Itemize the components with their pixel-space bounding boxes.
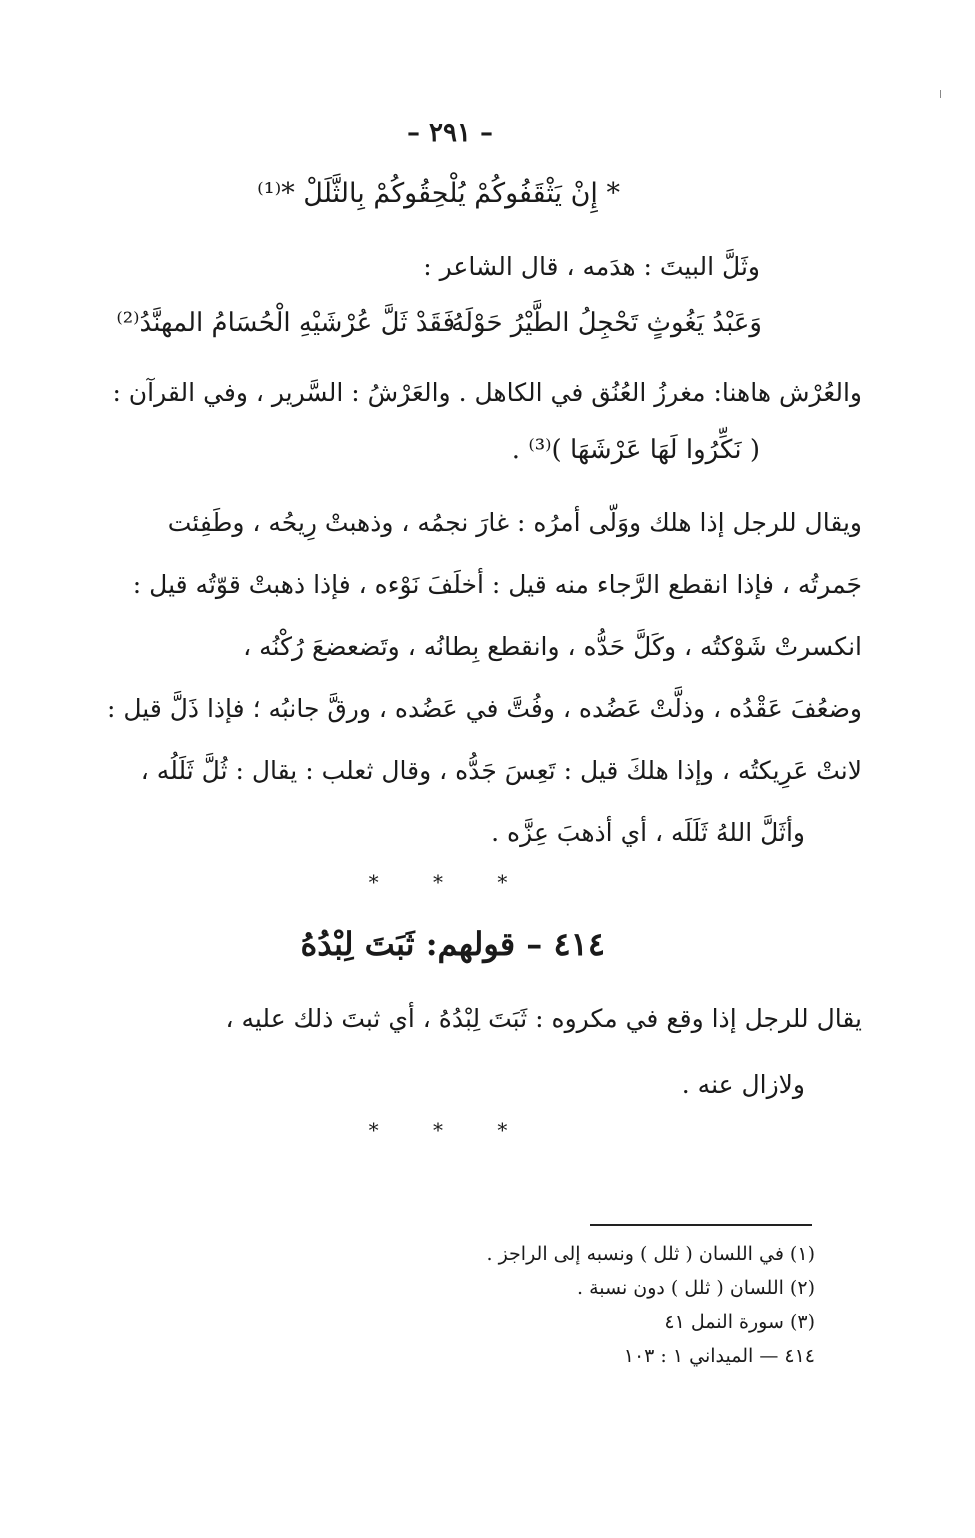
paragraph-line: وضعُفَ عَقْدُه ، وذلَّتْ عَضُده ، وفُتَّ في عَضُده ، ورقَّ جانبُه ؛ فإذا ذَلَّ قيل : (106, 694, 862, 723)
footnote: (١) في اللسان ( ثلل ) ونسبه إلى الراجز . (486, 1243, 815, 1265)
text-line: وثَلَّ البيتَ : هدَمه ، قال الشاعر : (423, 252, 760, 281)
paragraph-line: لانتْ عَرِيكتُه ، وإذا هلكَ قيل : تَعِسَ جَدُّه ، وقال ثعلب : يقال : ثُلَّ ثَلَلُه ، (140, 756, 862, 785)
poem-left-hemistich: فَقَدْ ثَلَّ عُرْشَيْهِ الْحُسَامُ المهنَّدُ⁽²⁾ (116, 308, 455, 338)
paragraph-line: جَمرتُه ، فإذا انقطع الرَّجاء منه قيل : أخلَفَ نَوْءه ، فإذا ذهبتْ قوّتُه قيل : (132, 570, 862, 599)
paragraph-line: ويقال للرجل إذا هلك ووَلّى أمرُه : غارَ نجمُه ، وذهبتْ رِيحُه ، وطَفِئت (167, 508, 862, 537)
poem-right-hemistich: وَعَبْدُ يَغُوثٍ تَحْجِلُ الطَّيْرُ حَوْلَهُ (451, 308, 762, 338)
section-separator: * * * (368, 870, 532, 894)
section-line: ولازال عنه . (681, 1070, 805, 1099)
page-number: – ٢٩١ – (406, 118, 494, 148)
paragraph-line: وأثَلَّ اللهُ ثَلَلَه ، أي أذهبَ عِزَّه . (491, 818, 805, 847)
footnote-divider (590, 1224, 812, 1226)
paragraph-line: انكسرتْ شَوْكتُه ، وكَلَّ حَدُّه ، وانقطع بِطانُه ، وتَضعضعَ رُكْنُه ، (243, 632, 862, 661)
footnote: (٢) اللسان ( ثلل ) دون نسبة . (577, 1277, 815, 1299)
section-separator: * * * (368, 1118, 532, 1142)
footnote: ٤١٤ — الميداني ١ : ١٠٣ (623, 1345, 815, 1367)
verse-quote: * إِنْ يَثْقَفُوكُمْ يُلْحِقُوكُمْ بِالثَّلَلْ *⁽¹⁾ (257, 178, 620, 209)
quran-quote: ( نَكِّرُوا لَهَا عَرْشَهَا )⁽³⁾ . (511, 435, 760, 465)
scan-mark (940, 90, 941, 98)
section-line: يقال للرجل إذا وقع في مكروه : ثَبَتَ لِبْدُهُ ، أي ثبتَ ذلك عليه ، (225, 1004, 862, 1033)
footnote: (٣) سورة النمل ٤١ (664, 1311, 815, 1333)
text-line: والعُرْش هاهنا: مغرزُ العُنُق في الكاهل . والعَرْشُ : السَّرير ، وفي القرآن : (112, 378, 862, 407)
section-heading: ٤١٤ – قولهم: ثَبَتَ لِبْدُهُ (300, 925, 605, 963)
